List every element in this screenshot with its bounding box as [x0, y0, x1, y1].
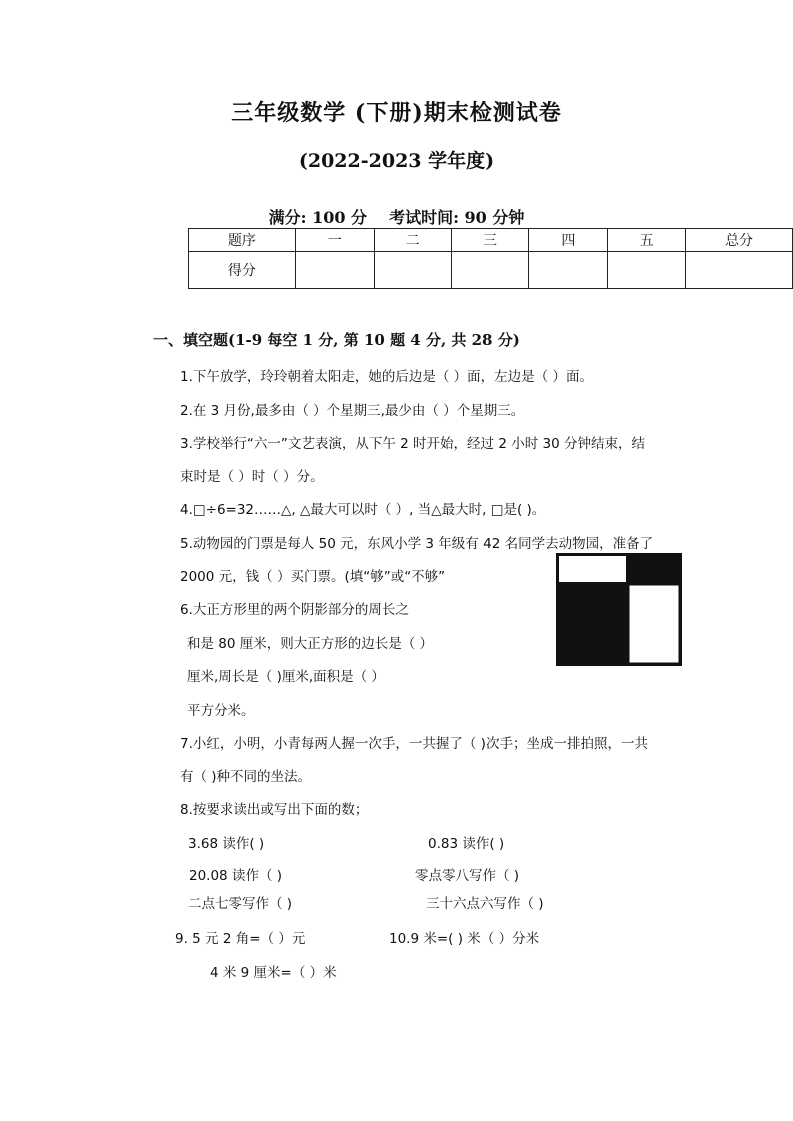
exam-meta	[0, 205, 793, 228]
question-8: 8.按要求读出或写出下面的数；	[180, 802, 369, 818]
question-8-item: 3.68 读作( )	[188, 836, 265, 852]
question-9-part-c: 4 米 9 厘米=（ ）米	[210, 965, 337, 981]
question-8-item: 20.08 读作（ )	[189, 868, 282, 884]
score-row-label: 得分	[189, 252, 296, 289]
score-header-cell: 三	[451, 229, 529, 252]
question-7-line-1: 7.小红，小明，小青每两人握一次手，一共握了（ )次手；坐成一排拍照，一共	[180, 736, 648, 752]
question-5-line-2: 2000 元，钱（ ）买门票。(填“够”或“不够”	[180, 569, 446, 585]
score-table-header-row	[189, 229, 793, 252]
question-7-line-2: 有（ )种不同的坐法。	[180, 769, 312, 785]
square-figure	[556, 553, 682, 666]
question-2: 2.在 3 月份,最多由（ ）个星期三,最少由（ ）个星期三。	[180, 403, 525, 419]
shaded-region-top-right	[626, 555, 681, 585]
question-8-item: 三十六点六写作（ )	[426, 896, 544, 912]
score-table-score-row	[189, 252, 793, 289]
score-header-cell: 题序	[189, 229, 296, 252]
question-3-line-2: 束时是（ ）时（ ）分。	[180, 469, 324, 485]
question-8-item: 0.83 读作( )	[428, 836, 505, 852]
exam-time-label: 考试时间: 90 分钟	[389, 208, 525, 227]
question-6-line-1: 6.大正方形里的两个阴影部分的周长之	[180, 602, 409, 618]
score-table	[188, 228, 793, 289]
full-score-label: 满分: 100 分	[268, 208, 368, 227]
question-8-item: 零点零八写作（ )	[415, 868, 520, 884]
question-1: 1.下午放学，玲玲朝着太阳走，她的后边是（ ）面，左边是（ ）面。	[180, 369, 593, 385]
shaded-region-left	[558, 582, 629, 665]
score-header-cell: 五	[608, 229, 686, 252]
question-3-line-1: 3.学校举行“六一”文艺表演，从下午 2 时开始，经过 2 小时 30 分钟结束，结	[180, 436, 645, 452]
question-4: 4.□÷6=32……△, △最大可以时（ ）, 当△最大时, □是( )。	[180, 502, 546, 518]
question-6-line-4: 平方分米。	[187, 703, 255, 719]
question-8-item: 二点七零写作（ )	[188, 896, 293, 912]
score-header-cell: 二	[374, 229, 451, 252]
question-6-line-2: 和是 80 厘米，则大正方形的边长是（ ）	[187, 636, 434, 652]
question-9-part-a: 9. 5 元 2 角=（ ）元	[175, 931, 306, 947]
question-5-line-1: 5.动物园的门票是每人 50 元，东风小学 3 年级有 42 名同学去动物园，准备了	[180, 536, 654, 552]
score-header-cell: 总分	[686, 229, 793, 252]
score-input-cell[interactable]	[608, 252, 686, 289]
exam-subtitle: (2022-2023 学年度)	[298, 150, 495, 172]
white-region-bottom-right	[628, 584, 680, 664]
score-input-cell[interactable]	[295, 252, 374, 289]
score-header-cell: 四	[529, 229, 608, 252]
question-9-part-b: 10.9 米=( ) 米（ ）分米	[389, 931, 540, 947]
exam-title: 三年级数学 (下册)期末检测试卷	[231, 100, 562, 126]
score-input-cell[interactable]	[529, 252, 608, 289]
question-6-line-3: 厘米,周长是（ )厘米,面积是（ ）	[187, 669, 385, 685]
score-input-cell[interactable]	[374, 252, 451, 289]
score-input-cell[interactable]	[686, 252, 793, 289]
score-input-cell[interactable]	[451, 252, 529, 289]
score-header-cell: 一	[295, 229, 374, 252]
section-1-title: 一、填空题(1-9 每空 1 分, 第 10 题 4 分, 共 28 分)	[153, 331, 520, 349]
